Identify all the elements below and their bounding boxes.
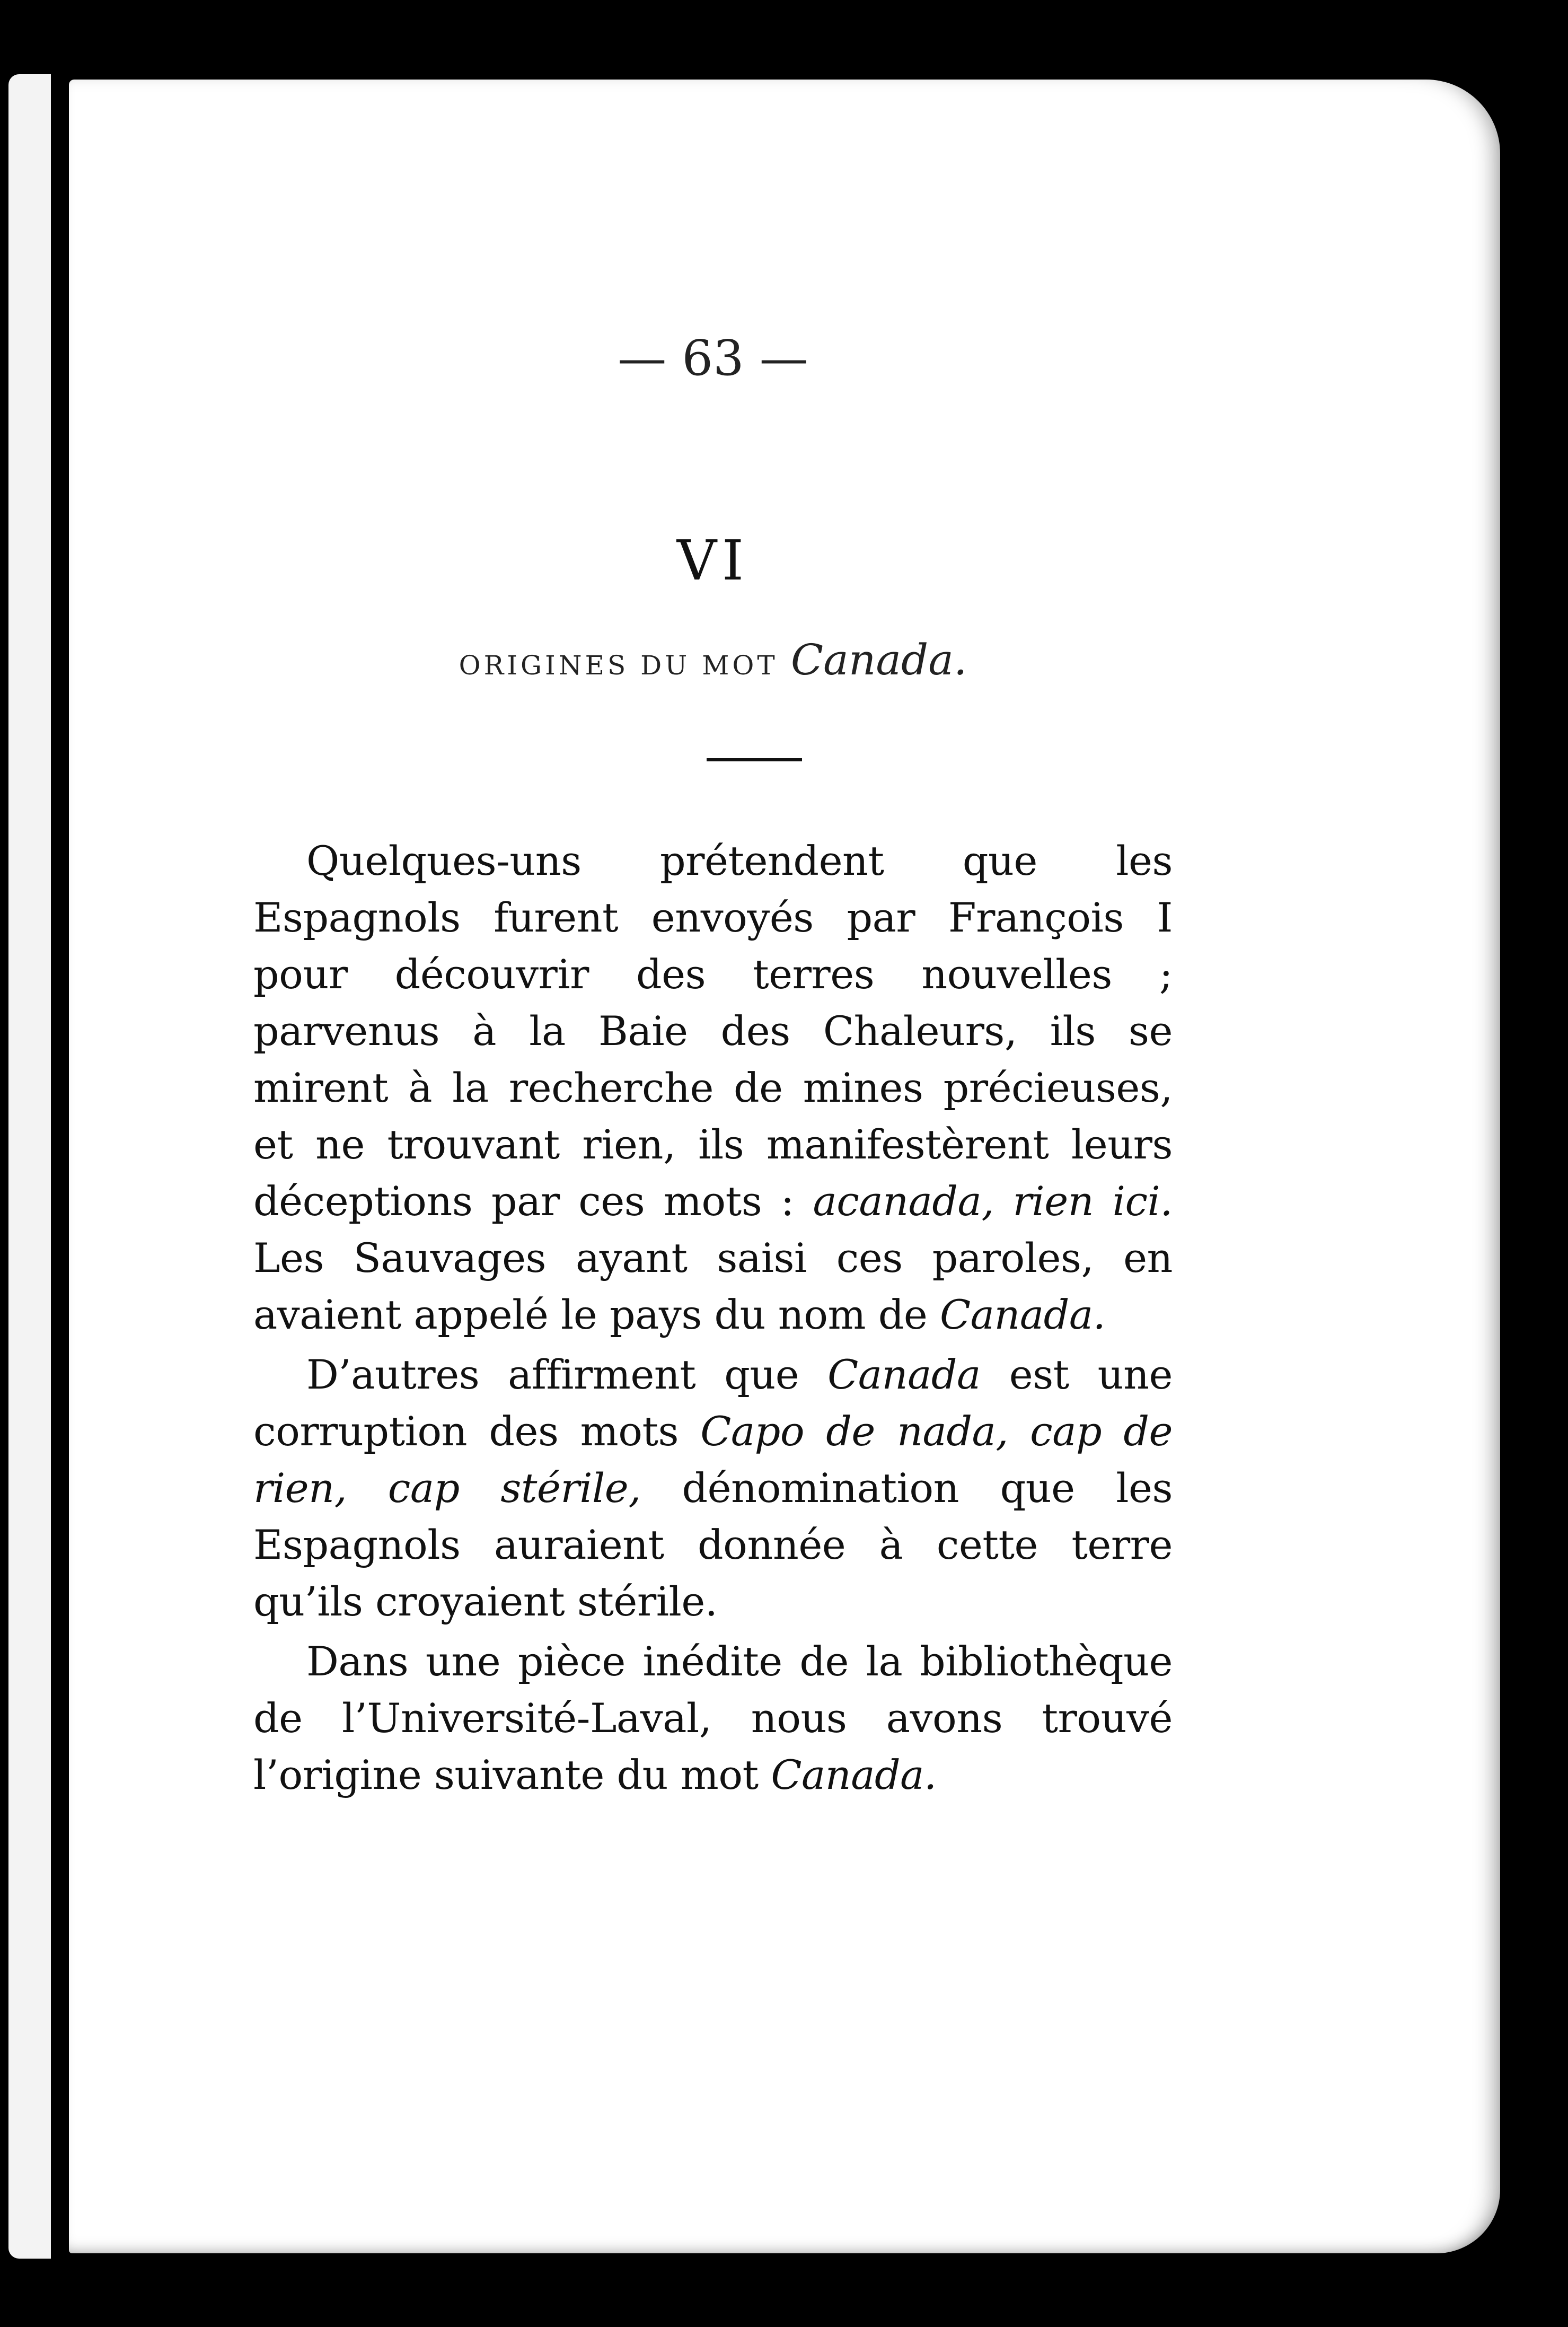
paragraph-1-italic-b: Canada.	[939, 1291, 1106, 1338]
paragraph-1-text-a: Quelques-uns prétendent que les Espagnols furent envoyés par François I pour découvrir des terres nouvelles ; parvenus à la Baie des Chaleurs, ils se mirent à la recherche de mines précieuses, et ne trouvant rien, ils manifestèrent leurs déceptions par ces mots :	[253, 837, 1173, 1225]
chapter-title-emphasis: Canada.	[790, 635, 967, 684]
paragraph-2	[253, 1346, 1173, 1630]
paragraph-2-text-c: dénomination que les Espagnols auraient donnée à cette terre qu’ils croyaient stérile.	[253, 1464, 1173, 1625]
page-number: — 63 —	[618, 330, 808, 387]
paragraph-2-italic-b: Capo de nada, cap de rien, cap stérile,	[253, 1408, 1173, 1512]
paragraph-1-text-b: Les Sauvages ayant saisi ces paroles, en avaient appelé le pays du nom de	[253, 1234, 1173, 1338]
paragraph-2-italic-a: Canada	[827, 1351, 981, 1398]
chapter-title	[253, 635, 1173, 684]
paragraph-1	[253, 832, 1173, 1343]
chapter-title-prefix: ORIGINES DU MOT	[459, 650, 778, 681]
paragraph-3-text-a: Dans une pièce inédite de la bibliothèque de l’Université-Laval, nous avons trouvé l’origine suivante du mot	[253, 1638, 1173, 1798]
chapter-number: VI	[676, 528, 750, 593]
paragraph-1-italic-a: acanada, rien ici.	[813, 1178, 1173, 1225]
gutter-shadow	[51, 64, 64, 2269]
adjacent-page-edge	[8, 74, 51, 2259]
paragraph-2-text-b: est une corruption des mots	[253, 1351, 1173, 1455]
paragraph-3	[253, 1633, 1173, 1803]
body-text	[253, 832, 1173, 1806]
title-divider	[707, 758, 802, 761]
paragraph-2-text-a: D’autres affirment que	[306, 1351, 828, 1398]
paragraph-3-italic-a: Canada.	[771, 1751, 937, 1798]
book-page	[69, 80, 1500, 2253]
